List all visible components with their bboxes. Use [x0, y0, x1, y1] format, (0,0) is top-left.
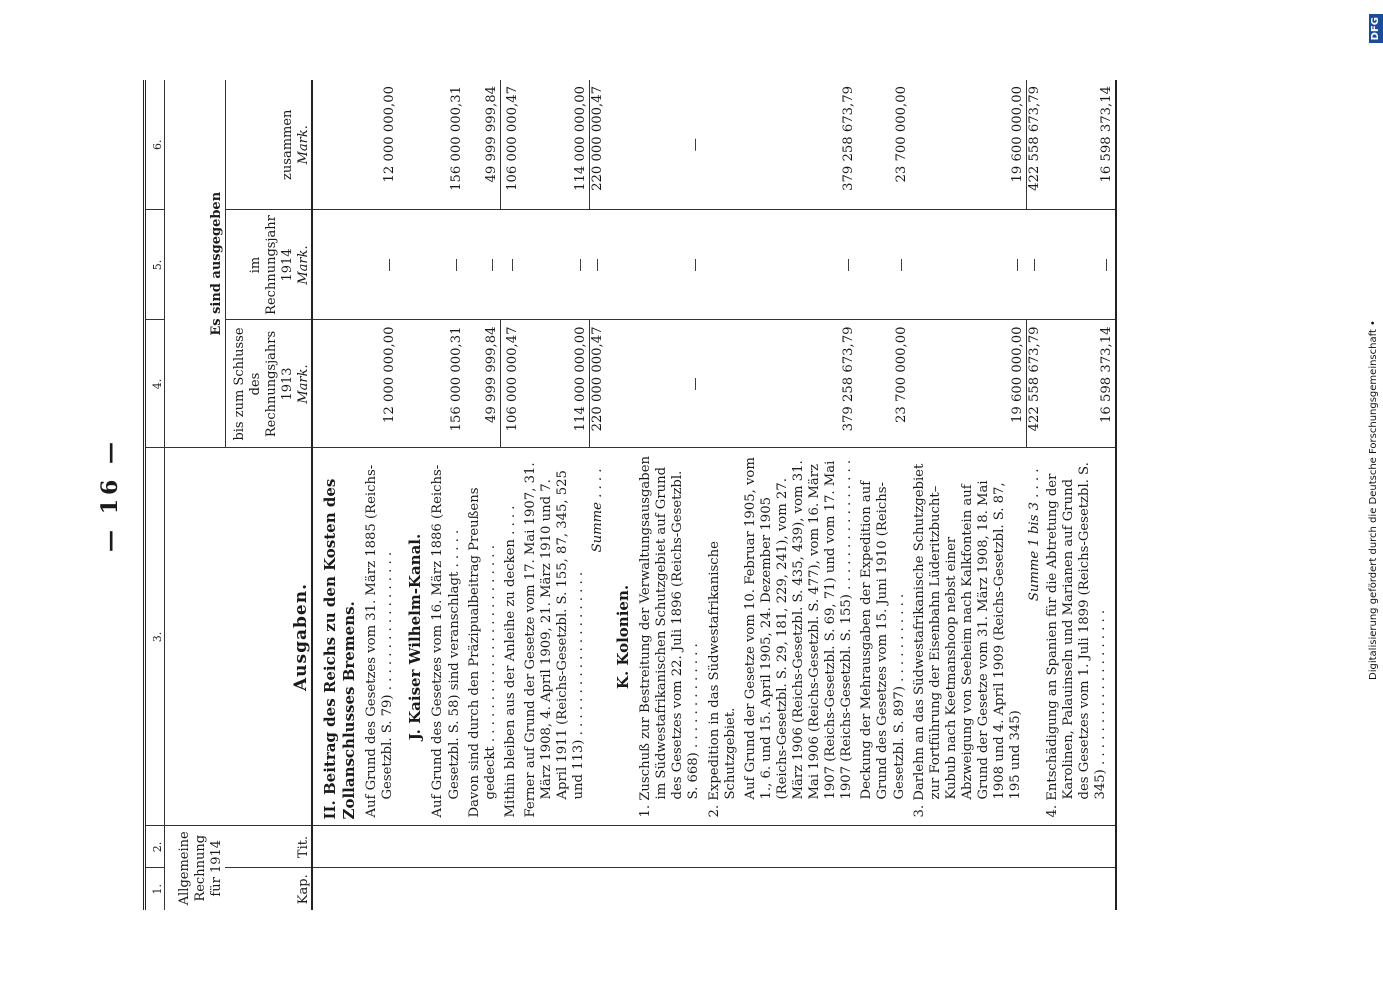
row-text: Ferner auf Grund der Gesetze vom 17. Mai 1907, 31. März 1908, 4. April 1909, 21. März 1910 und 7. April 1911 (Reichs-Gesetzbl. S. 155, 87, 345, 525 und 113) . . . . . . . . . . . . . . . . . . . .	[521, 448, 589, 826]
sum-col5: —	[1026, 210, 1043, 320]
col5-header: im Rechnungsjahr 1914	[225, 210, 296, 320]
row-col6: —	[636, 80, 704, 210]
col4-header: bis zum Schlusse des Rechnungsjahrs 1913	[225, 320, 296, 448]
row-col4: 19 600 000,00	[910, 320, 1027, 448]
row-col6: 16 598 373,14	[1043, 80, 1116, 210]
colnum-5: 5.	[145, 210, 165, 320]
row-col5: —	[857, 210, 909, 320]
table-row	[910, 80, 1027, 910]
sum-label: Summe . . . .	[589, 448, 606, 826]
sum-row	[589, 80, 606, 910]
row-col5: —	[636, 210, 704, 320]
expenditure-table	[143, 80, 1117, 910]
table-row	[741, 80, 858, 910]
table-row	[857, 80, 909, 910]
row-col5: —	[741, 210, 858, 320]
section-title-kolonien: K. Kolonien.	[606, 448, 636, 826]
colnum-4: 4.	[145, 320, 165, 448]
row-col4: 49 999 999,84	[465, 320, 501, 448]
row-text: Auf Grund der Gesetze vom 10. Februar 1905, vom 1., 6. und 15. April 1905, 24. Dezember 1905 (Reichs-Gesetzbl. S. 29, 181, 229, 241), vom 27. März 1906 (Reichs-Gesetzbl. S. 435, 439), vom 31. Mai 1906 (Reichs-Gesetzbl. S. 477), vom 16. März 1907 (Reichs-Gesetzbl. S. 69, 71) und vom 17. Mai 1907 (Reichs-Gesetzbl. S. 155) . . . . . . . . . . . . . . . .	[741, 448, 858, 826]
row-col4: 23 700 000,00	[857, 320, 909, 448]
row-col6: 114 000 000,00	[521, 80, 589, 210]
sum-row	[1026, 80, 1043, 910]
rotated-scan	[85, 80, 1235, 910]
table-row	[705, 80, 741, 910]
section-heading-row	[398, 80, 428, 910]
section-title-kanal: J. Kaiser Wilhelm-Kanal.	[398, 448, 428, 826]
unit-col4: Mark.	[296, 320, 313, 448]
row-col4: 12 000 000,00	[362, 320, 398, 448]
row-col5: —	[501, 210, 521, 320]
row-col5: —	[362, 210, 398, 320]
row-text: Mithin bleiben aus der Anleihe zu decken . . . .	[501, 448, 521, 826]
table-row	[521, 80, 589, 910]
row-col6: 49 999 999,84	[465, 80, 501, 210]
row-col4: 114 000 000,00	[521, 320, 589, 448]
page-number: — 16 —	[97, 438, 123, 552]
colnum-2: 2.	[145, 826, 165, 868]
row-col6: 19 600 000,00	[910, 80, 1027, 210]
colnum-6: 6.	[145, 80, 165, 210]
sum-col6: 422 558 673,79	[1026, 80, 1043, 210]
unit-col6: Mark.	[296, 80, 313, 210]
row-col6: 12 000 000,00	[362, 80, 398, 210]
row-col5: —	[910, 210, 1027, 320]
row-col5: —	[521, 210, 589, 320]
tit-header: Tit.	[225, 826, 312, 868]
column-number-row	[145, 80, 165, 910]
kap-header: Kap.	[295, 874, 311, 905]
sum-col5: —	[589, 210, 606, 320]
row-col5: —	[465, 210, 501, 320]
header-row-1	[165, 80, 226, 910]
ledger-page	[85, 80, 1235, 910]
row-text: 3. Darlehn an das Südwestafrikanische Schutzgebiet zur Fortführung der Eisenbahn Lüderitzbucht–Kubub nach Keetmanshoop nebst einer Abzweigung von Seeheim nach Kalkfontein auf Grund der Gesetze vom 31. März 1908, 18. Mai 1908 und 4. April 1909 (Reichs-Gesetzbl. S. 87, 195 und 345)	[910, 448, 1027, 826]
table-row	[1043, 80, 1116, 910]
table-row	[636, 80, 704, 910]
colnum-1: 1.	[145, 868, 165, 910]
row-col6: 379 258 673,79	[741, 80, 858, 210]
row-col4: 379 258 673,79	[741, 320, 858, 448]
row-col4: —	[636, 320, 704, 448]
sum-col4: 422 558 673,79	[1026, 320, 1043, 448]
row-text: Deckung der Mehrausgaben der Expedition auf Grund des Gesetzes vom 15. Juni 1910 (Reichs-Gesetzbl. S. 897) . . . . . . . . . . .	[857, 448, 909, 826]
sum-col4: 220 000 000,47	[589, 320, 606, 448]
row-col4: 156 000 000,31	[428, 320, 464, 448]
row-col5: —	[1043, 210, 1116, 320]
row-col5: —	[428, 210, 464, 320]
row-text: Davon sind durch den Präzipualbeitrag Preußens gedeckt . . . . . . . . . . . . . . . . . . . . . . . .	[465, 448, 501, 826]
table-row	[465, 80, 501, 910]
row-text: 2. Expedition in das Südwestafrikanische Schutzgebiet.	[705, 448, 741, 826]
row-text: 1. Zuschuß zur Bestreitung der Verwaltungsausgaben im Südwestafrikanischen Schutzgebiet auf Grund des Gesetzes vom 22. Juli 1896 (Reichs-Gesetzbl. S. 668) . . . . . . . . . . . . .	[636, 448, 704, 826]
footer-text: Digitalisierung gefördert durch die Deutsche Forschungsgemeinschaft •	[1368, 320, 1379, 680]
digitization-footer	[1367, 10, 1381, 990]
row-col6: 23 700 000,00	[857, 80, 909, 210]
dfg-logo: DFG	[1369, 14, 1383, 43]
unit-col5: Mark.	[296, 210, 313, 320]
row-col6: 156 000 000,31	[428, 80, 464, 210]
ausgaben-header: Ausgaben.	[165, 448, 313, 826]
colnum-3: 3.	[145, 448, 165, 826]
row-text: Auf Grund des Gesetzes vom 16. März 1886 (Reichs-Gesetzbl. S. 58) sind veranschlagt . . . . .	[428, 448, 464, 826]
section-heading-row	[606, 80, 636, 910]
row-col4: 16 598 373,14	[1043, 320, 1116, 448]
row-text: 4. Entschädigung an Spanien für die Abtretung der Karolinen, Palauinseln und Marianen auf Grund des Gesetzes vom 1. Juli 1899 (Reichs-Gesetzbl. S. 345) . . . . . . . . . . . . . . . . . . .	[1043, 448, 1116, 826]
row-col6: 106 000 000,47	[501, 80, 521, 210]
table-row	[428, 80, 464, 910]
col6-header: zusammen	[225, 80, 296, 210]
section-title-bremen: II. Beitrag des Reichs zu den Kosten des Zollanschlusses Bremens.	[312, 448, 362, 826]
spent-header: Es sind ausgegeben	[165, 80, 226, 448]
table-row	[501, 80, 521, 910]
account-header: Allgemeine Rechnung für 1914	[177, 831, 225, 906]
table-row	[362, 80, 398, 910]
row-col4: 106 000 000,47	[501, 320, 521, 448]
sum-col6: 220 000 000,47	[589, 80, 606, 210]
row-text: Auf Grund des Gesetzes vom 31. März 1885 (Reichs-Gesetzbl. S. 79) . . . . . . . . . . . . . . . . .	[362, 448, 398, 826]
sum-label: Summe 1 bis 3 . . . .	[1026, 448, 1043, 826]
section-heading-row	[312, 80, 362, 910]
